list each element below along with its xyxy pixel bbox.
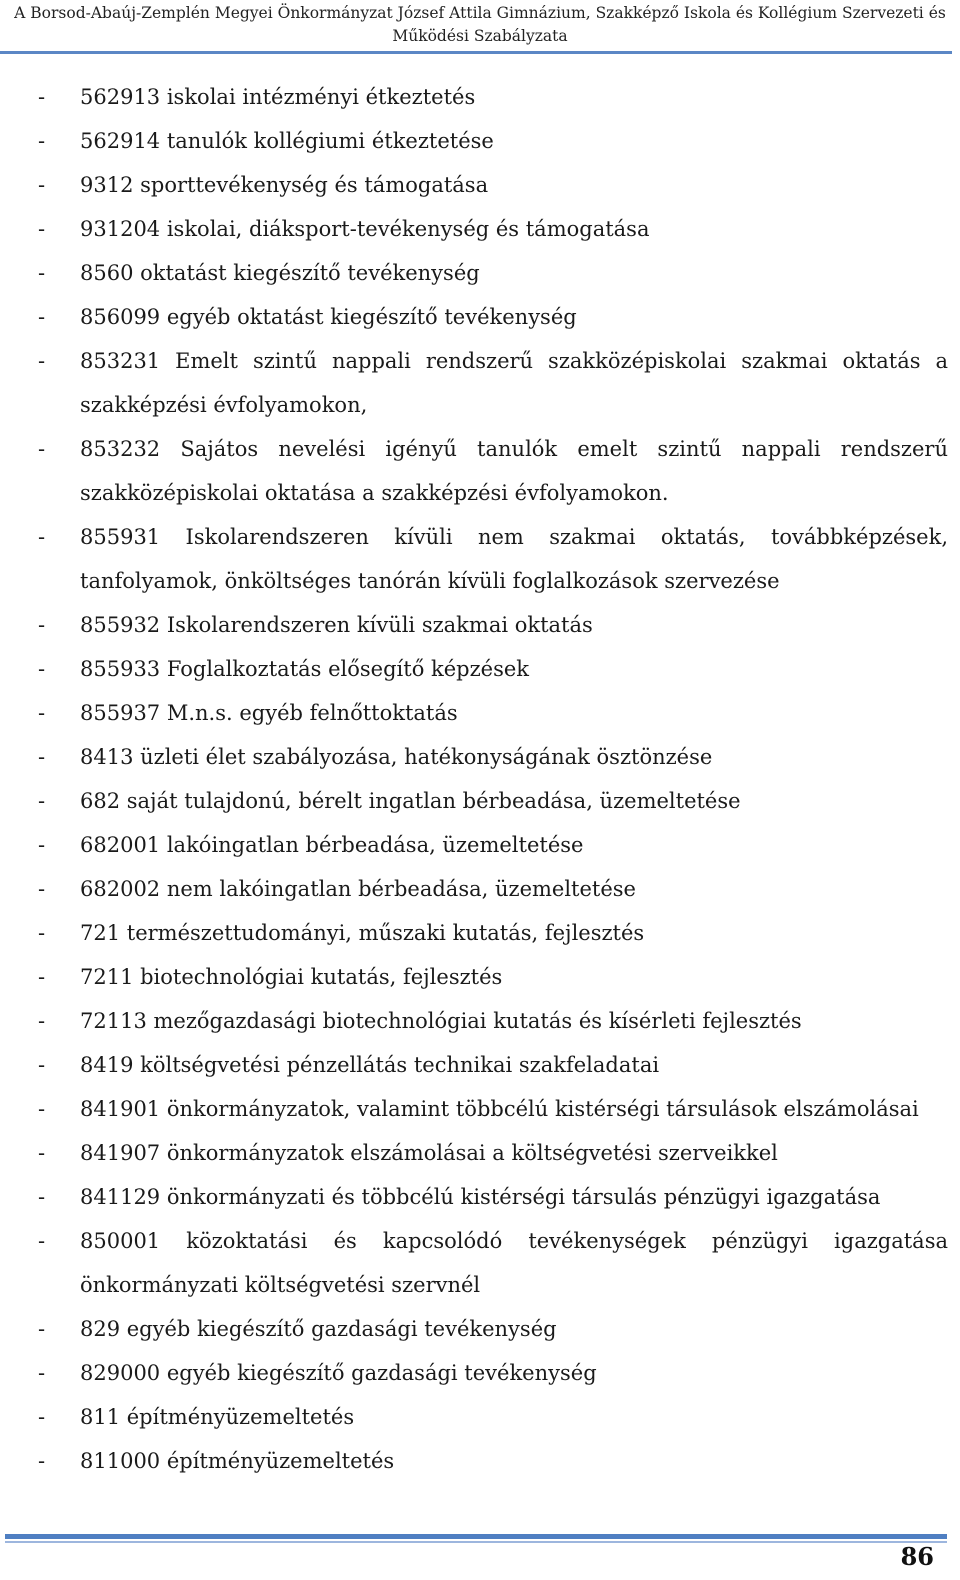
- list-item-text: 829000 egyéb kiegészítő gazdasági tevékenység: [80, 1361, 597, 1385]
- list-item: [38, 1219, 948, 1307]
- list-item: [38, 1395, 948, 1439]
- list-item: [38, 207, 948, 251]
- list-item-text: 855937 M.n.s. egyéb felnőttoktatás: [80, 701, 458, 725]
- list-bullet: -: [38, 613, 46, 637]
- list-bullet: -: [38, 789, 46, 813]
- header-divider: [0, 51, 952, 54]
- list-item-text: 682 saját tulajdonú, bérelt ingatlan bérbeadása, üzemeltetése: [80, 789, 741, 813]
- list-item-text: 855931 Iskolarendszeren kívüli nem szakmai oktatás, továbbképzések, tanfolyamok, önköltséges tanórán kívüli foglalkozások szervezése: [80, 525, 948, 593]
- list-item-text: 856099 egyéb oktatást kiegészítő tevékenység: [80, 305, 577, 329]
- activity-code-list: [38, 75, 948, 1483]
- list-bullet: -: [38, 965, 46, 989]
- list-item: [38, 1351, 948, 1395]
- list-bullet: -: [38, 877, 46, 901]
- footer-divider-thick: [5, 1534, 947, 1539]
- list-item: [38, 1175, 948, 1219]
- list-item: [38, 515, 948, 603]
- list-item: [38, 735, 948, 779]
- list-bullet: -: [38, 1405, 46, 1429]
- list-item: [38, 75, 948, 119]
- list-bullet: -: [38, 745, 46, 769]
- list-bullet: -: [38, 1229, 46, 1253]
- list-item-text: 8419 költségvetési pénzellátás technikai szakfeladatai: [80, 1053, 660, 1077]
- list-bullet: -: [38, 525, 46, 549]
- list-item-text: 7211 biotechnológiai kutatás, fejlesztés: [80, 965, 503, 989]
- list-item-text: 682002 nem lakóingatlan bérbeadása, üzemeltetése: [80, 877, 636, 901]
- list-item: [38, 867, 948, 911]
- list-bullet: -: [38, 1449, 46, 1473]
- list-item-text: 853231 Emelt szintű nappali rendszerű szakközépiskolai szakmai oktatás a szakképzési évfolyamokon,: [80, 349, 948, 417]
- list-bullet: -: [38, 1097, 46, 1121]
- list-item: [38, 603, 948, 647]
- list-item: [38, 691, 948, 735]
- list-item: [38, 779, 948, 823]
- list-bullet: -: [38, 921, 46, 945]
- list-item: [38, 999, 948, 1043]
- list-item-text: 855932 Iskolarendszeren kívüli szakmai oktatás: [80, 613, 593, 637]
- list-item: [38, 647, 948, 691]
- list-bullet: -: [38, 833, 46, 857]
- list-bullet: -: [38, 657, 46, 681]
- footer-divider-thin: [5, 1541, 947, 1543]
- list-item: [38, 1131, 948, 1175]
- header-title-line-1: A Borsod-Abaúj-Zemplén Megyei Önkormányzat József Attila Gimnázium, Szakképző Iskola és Kollégium Szervezeti és: [14, 4, 946, 22]
- list-item-text: 931204 iskolai, diáksport-tevékenység és támogatása: [80, 217, 650, 241]
- list-item-text: 682001 lakóingatlan bérbeadása, üzemeltetése: [80, 833, 584, 857]
- list-bullet: -: [38, 1361, 46, 1385]
- list-bullet: -: [38, 701, 46, 725]
- list-item-text: 850001 közoktatási és kapcsolódó tevékenységek pénzügyi igazgatása önkormányzati költségvetési szervnél: [80, 1229, 948, 1297]
- list-item-text: 811 építményüzemeltetés: [80, 1405, 355, 1429]
- list-item: [38, 1043, 948, 1087]
- list-item-text: 811000 építményüzemeltetés: [80, 1449, 395, 1473]
- list-bullet: -: [38, 1185, 46, 1209]
- list-item: [38, 823, 948, 867]
- list-bullet: -: [38, 85, 46, 109]
- header-title-line-2: Működési Szabályzata: [392, 27, 568, 45]
- list-item-text: 841901 önkormányzatok, valamint többcélú kistérségi társulások elszámolásai: [80, 1097, 919, 1121]
- list-bullet: -: [38, 1141, 46, 1165]
- list-item-text: 841129 önkormányzati és többcélú kistérségi társulás pénzügyi igazgatása: [80, 1185, 881, 1209]
- list-item: [38, 1439, 948, 1483]
- list-bullet: -: [38, 173, 46, 197]
- list-item-text: 829 egyéb kiegészítő gazdasági tevékenység: [80, 1317, 557, 1341]
- list-item: [38, 251, 948, 295]
- list-item: [38, 295, 948, 339]
- list-bullet: -: [38, 1009, 46, 1033]
- list-item-text: 8560 oktatást kiegészítő tevékenység: [80, 261, 480, 285]
- list-item-text: 853232 Sajátos nevelési igényű tanulók emelt szintű nappali rendszerű szakközépiskolai oktatása a szakképzési évfolyamokon.: [80, 437, 948, 505]
- list-item-text: 562914 tanulók kollégiumi étkeztetése: [80, 129, 494, 153]
- list-item: [38, 955, 948, 999]
- list-bullet: -: [38, 437, 46, 461]
- list-item: [38, 1307, 948, 1351]
- page-number: 86: [900, 1542, 934, 1571]
- list-item: [38, 119, 948, 163]
- list-item: [38, 427, 948, 515]
- list-item-text: 855933 Foglalkoztatás elősegítő képzések: [80, 657, 530, 681]
- list-bullet: -: [38, 1317, 46, 1341]
- list-item-text: 9312 sporttevékenység és támogatása: [80, 173, 489, 197]
- list-item-text: 721 természettudományi, műszaki kutatás, fejlesztés: [80, 921, 645, 945]
- list-item: [38, 339, 948, 427]
- list-item-text: 841907 önkormányzatok elszámolásai a költségvetési szerveikkel: [80, 1141, 778, 1165]
- list-item: [38, 911, 948, 955]
- list-item-text: 72113 mezőgazdasági biotechnológiai kutatás és kísérleti fejlesztés: [80, 1009, 802, 1033]
- list-item-text: 8413 üzleti élet szabályozása, hatékonyságának ösztönzése: [80, 745, 713, 769]
- page-header: [0, 2, 960, 48]
- list-bullet: -: [38, 305, 46, 329]
- list-item: [38, 163, 948, 207]
- list-bullet: -: [38, 129, 46, 153]
- list-bullet: -: [38, 1053, 46, 1077]
- list-bullet: -: [38, 261, 46, 285]
- list-bullet: -: [38, 349, 46, 373]
- list-item-text: 562913 iskolai intézményi étkeztetés: [80, 85, 476, 109]
- list-bullet: -: [38, 217, 46, 241]
- list-item: [38, 1087, 948, 1131]
